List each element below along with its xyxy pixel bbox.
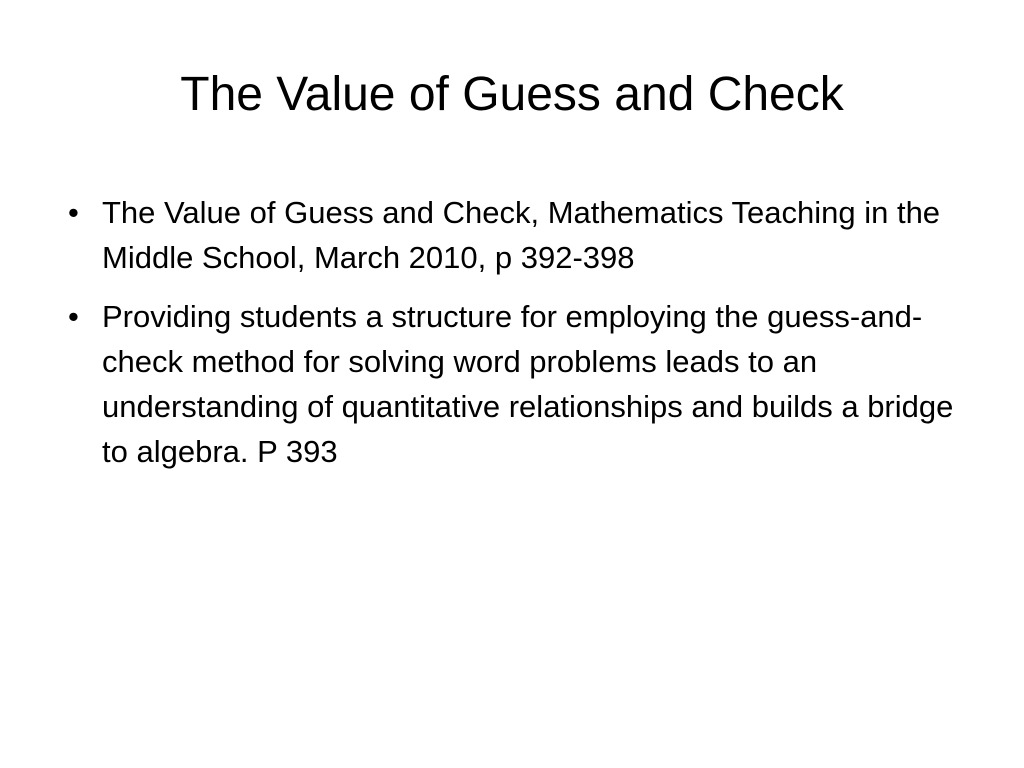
bullet-item-summary <box>68 294 968 474</box>
bullet-item-citation <box>68 190 968 280</box>
bullet-list <box>68 190 968 488</box>
bullet-dot-icon: • <box>68 299 79 334</box>
bullet-text-summary: Providing students a structure for employing the guess-and-check method for solving word problems leads to an understanding of quantitative relationships and builds a bridge to algebra. P 393 <box>102 299 954 469</box>
bullet-dot-icon: • <box>68 195 79 230</box>
slide-title: The Value of Guess and Check <box>180 68 844 121</box>
bullet-text-citation: The Value of Guess and Check, Mathematics Teaching in the Middle School, March 2010, p 392-398 <box>102 195 941 275</box>
